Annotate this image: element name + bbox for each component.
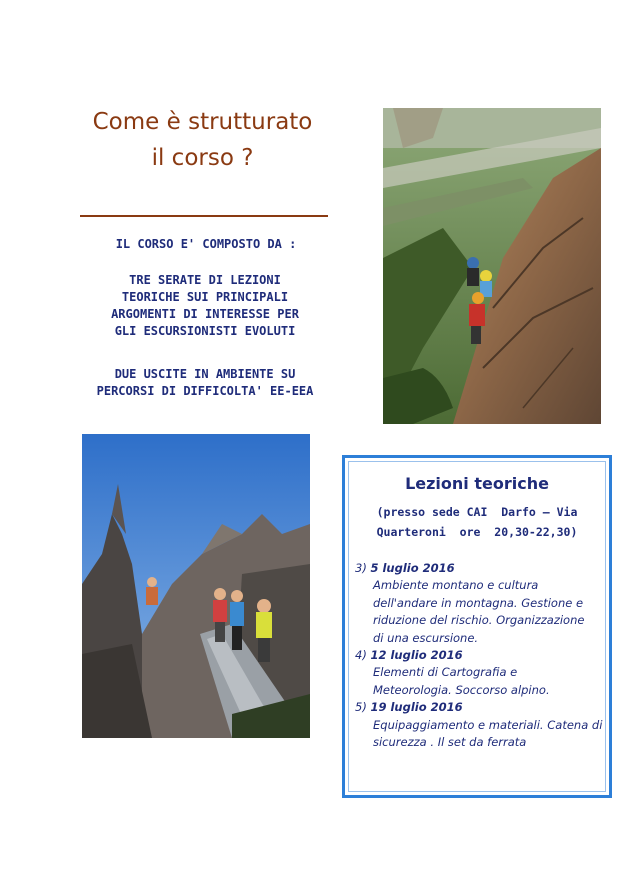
climbers-photo xyxy=(383,108,601,424)
lesson-date: 12 luglio 2016 xyxy=(370,648,463,663)
lesson-line: riduzione del rischio. Organizzazione xyxy=(373,613,585,628)
lesson-line: dell'andare in montagna. Gestione e xyxy=(373,595,584,610)
lesson-line: Equipaggiamento e materiali. Catena di xyxy=(373,717,603,732)
course-item-line: TRE SERATE DI LEZIONI xyxy=(129,273,281,287)
lesson-heading xyxy=(355,647,611,664)
lesson-heading xyxy=(355,699,611,716)
course-item-outings xyxy=(66,366,344,400)
lesson-description xyxy=(355,717,611,752)
lesson-line: di una escursione. xyxy=(373,630,479,645)
lesson-line: sicurezza . Il set da ferrata xyxy=(373,735,527,750)
lesson-item xyxy=(355,647,611,699)
course-item-line: DUE USCITE IN AMBIENTE SU xyxy=(114,367,296,381)
lesson-description xyxy=(355,577,611,647)
lessons-list xyxy=(355,560,611,751)
lessons-location-line: (presso sede CAI Darfo – Via xyxy=(376,505,578,519)
title-line-1: Come è strutturato xyxy=(92,109,313,135)
lesson-description xyxy=(355,664,611,699)
lesson-date: 5 luglio 2016 xyxy=(370,561,455,575)
lesson-line: Elementi di Cartografia e xyxy=(373,665,518,680)
lessons-location xyxy=(355,502,599,542)
lessons-location-line: Quarteroni ore 20,30-22,30) xyxy=(376,525,578,539)
lesson-date: 19 luglio 2016 xyxy=(370,700,463,715)
lessons-title: Lezioni teoriche xyxy=(405,474,549,493)
lesson-line: Meteorologia. Soccorso alpino. xyxy=(373,682,550,697)
lesson-item xyxy=(355,560,611,647)
lesson-number: 5) xyxy=(355,700,367,715)
course-item-lessons xyxy=(72,272,338,340)
course-item-line: PERCORSI DI DIFFICOLTA' EE-EEA xyxy=(96,384,314,398)
lesson-item xyxy=(355,699,611,751)
lesson-number: 3) xyxy=(355,561,367,575)
title-divider xyxy=(80,215,328,217)
course-intro: IL CORSO E' COMPOSTO DA : xyxy=(115,237,297,251)
course-item-line: ARGOMENTI DI INTERESSE PER xyxy=(111,307,299,321)
course-item-line: TEORICHE SUI PRINCIPALI xyxy=(121,290,289,304)
lesson-heading xyxy=(355,560,611,577)
lesson-number: 4) xyxy=(355,648,367,663)
lesson-line: Ambiente montano e cultura xyxy=(373,578,539,593)
lessons-panel xyxy=(342,455,612,798)
title-line-2: il corso ? xyxy=(151,145,254,171)
course-item-line: GLI ESCURSIONISTI EVOLUTI xyxy=(114,324,296,338)
hikers-photo xyxy=(82,434,310,738)
page-title xyxy=(60,104,345,176)
